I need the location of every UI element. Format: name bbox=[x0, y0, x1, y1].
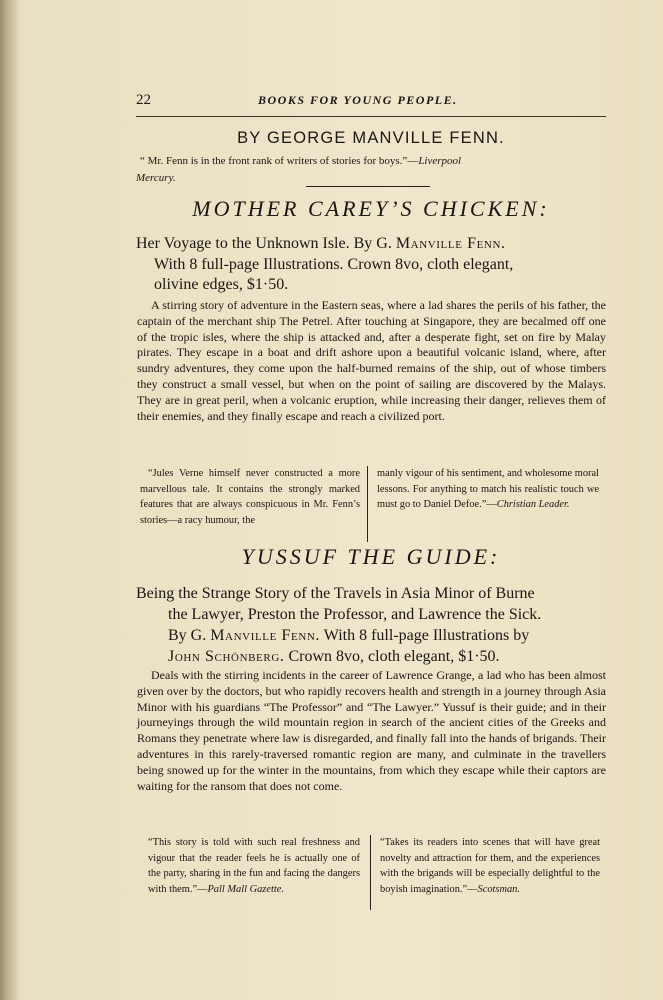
book2-review-right-source: Scotsman. bbox=[477, 884, 520, 896]
book1-desc-line1 bbox=[136, 234, 606, 255]
book2-review-right bbox=[380, 835, 600, 898]
author-quote bbox=[136, 153, 606, 187]
author-quote-text: “ Mr. Fenn is in the front rank of writers of stories for boys.”— bbox=[140, 155, 419, 167]
book2-desc-line2: the Lawyer, Preston the Professor, and Lawrence the Sick. bbox=[168, 606, 542, 623]
book2-review-left-text: “This story is told with such real freshness and vigour that the reader feels he is actually one of the party, sharing in the fun and facing the dangers with them.”— bbox=[148, 837, 360, 896]
book2-desc-line4 bbox=[136, 646, 606, 667]
book1-title: MOTHER CAREY’S CHICKEN: bbox=[192, 196, 550, 221]
book2-review-left-source: Pall Mall Gazette. bbox=[207, 884, 284, 896]
book2-summary: Deals with the stirring incidents in the career of Lawrence Grange, a lad who has been almost given over by the doctors, but who rapidly recovers health and strength in a journey through Asia Minor with his guardians “The Professor” and “The Lawyer.” Yussuf is their guide; and in their journeyings through the wild mountain region in search of the ancient cities of the Greeks and Romans they penetrate where law is disregarded, and finally fall into the hands of brigands. Their adventures in this rarely-traversed romantic region are many, and culminate in the travellers being snowed up for the winter in the mountains, from which they escape while their captors are waiting for the ransom that does not come. bbox=[137, 668, 606, 793]
page-header bbox=[136, 92, 606, 112]
page-number: 22 bbox=[136, 92, 151, 108]
book1-review-right bbox=[377, 466, 599, 513]
author-heading: BY GEORGE MANVILLE FENN. bbox=[237, 129, 505, 147]
book1-author-name: Manville Fenn. bbox=[395, 235, 506, 252]
book2-desc-line3-text: By G. bbox=[168, 627, 211, 644]
section-rule bbox=[306, 186, 430, 187]
book1-review-right-source: Christian Leader. bbox=[496, 499, 570, 511]
book1-desc-line3: olivine edges, $1·50. bbox=[154, 276, 289, 293]
running-head: BOOKS FOR YOUNG PEOPLE. bbox=[258, 93, 458, 107]
book1-description bbox=[136, 234, 606, 296]
book1-summary: A stirring story of adventure in the Eastern seas, where a lad shares the perils of his father, the captain of the merchant ship The Petrel. After touching at Singapore, they are becalmed off one of the tropic isles, where the ship is attacked and, after a desperate fight, set on fire by Malay pirates. They escape in a boat and drift ashore upon a beautiful volcanic island, where, after sundry adventures, they come upon the half-burned remains of the ship, out of whose timbers they construct a small vessel, but when on the point of sailing are discovered by the Malays. They are in great peril, when a volcanic eruption, while increasing their danger, relieves them of their enemies, and they finally escape and reach a civilized port. bbox=[137, 298, 606, 423]
book2-illustrator-name: John Schönberg. bbox=[168, 648, 285, 665]
book2-review-divider bbox=[370, 835, 371, 910]
book1-desc-line2: With 8 full-page Illustrations. Crown 8vo, cloth elegant, bbox=[154, 255, 514, 273]
book1-desc-line1-text: Her Voyage to the Unknown Isle. By G. bbox=[136, 235, 396, 252]
book2-review-right-text: “Takes its readers into scenes that will have great novelty and attraction for them, and the experiences with the brigands will be especially delightful to the boyish imagination.”— bbox=[380, 837, 600, 896]
author-quote-source: Liverpool bbox=[418, 155, 462, 167]
book2-desc-line4-post: Crown 8vo, cloth elegant, $1·50. bbox=[284, 648, 500, 665]
book2-title: YUSSUF THE GUIDE: bbox=[241, 544, 501, 569]
book1-review-right-text: manly vigour of his sentiment, and wholesome moral lessons. For anything to match his realistic touch we must go to Daniel Defoe.”— bbox=[377, 468, 599, 511]
book2-author-name: Manville Fenn. bbox=[210, 627, 321, 644]
author-quote-source-cont: Mercury. bbox=[136, 172, 176, 184]
book2-review-left bbox=[148, 835, 360, 898]
page-gutter-shadow bbox=[0, 0, 22, 1000]
header-rule bbox=[136, 116, 606, 117]
book2-desc-line3 bbox=[136, 625, 606, 646]
book2-desc-line1: Being the Strange Story of the Travels in Asia Minor of Burne bbox=[136, 585, 535, 602]
book1-review-left: “Jules Verne himself never constructed a more marvellous tale. It contains the strongly marked features that are always conspicuous in Mr. Fenn’s stories—a racy humour, the bbox=[140, 468, 360, 527]
book2-description bbox=[136, 583, 606, 667]
book2-desc-line3-post: With 8 full-page Illustrations by bbox=[320, 627, 530, 644]
book1-review-divider bbox=[367, 466, 368, 542]
